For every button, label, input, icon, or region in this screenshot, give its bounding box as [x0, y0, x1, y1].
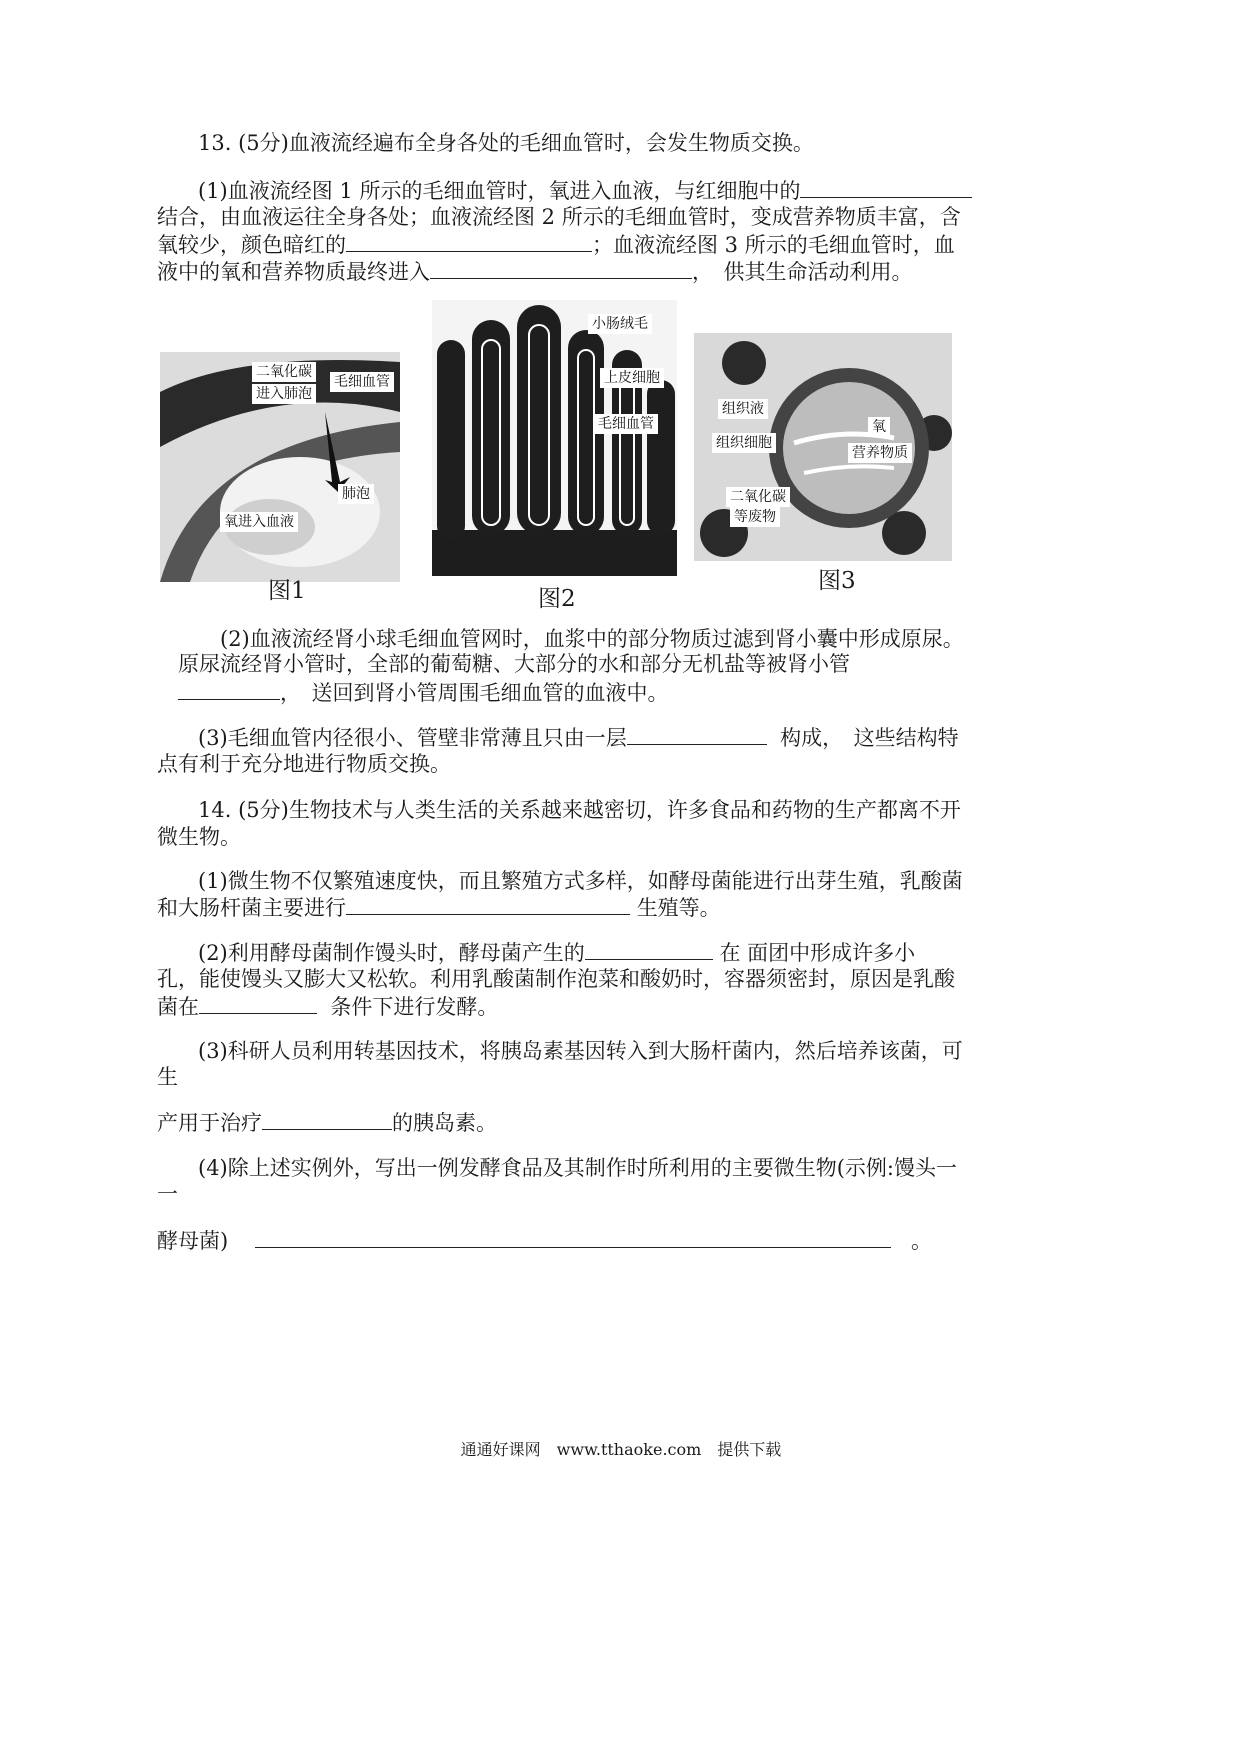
fig3-label-fluid: 组织液 [718, 399, 768, 419]
q14-p4-line3 [157, 1227, 932, 1254]
figure-3-caption: 图3 [818, 568, 856, 594]
q13-p3-line2: 点有利于充分地进行物质交换。 [157, 752, 451, 776]
q14-p1-text: 生殖等。 [636, 896, 721, 920]
q14-p2-text: 在 面团中形成许多小 [719, 941, 916, 965]
q13-p1-line1 [198, 177, 972, 204]
fig3-label-oxygen: 氧 [868, 417, 890, 437]
fig1-label-alveolus: 肺泡 [338, 484, 374, 504]
answer-blank-hemoglobin[interactable] [800, 177, 972, 198]
q13-p1-text: (1)血液流经图 1 所示的毛细血管时，氧进入血液，与红细胞中的 [198, 179, 801, 203]
q14-p1-line1: (1)微生物不仅繁殖速度快，而且繁殖方式多样，如酵母菌能进行出芽生殖，乳酸菌 [198, 869, 963, 893]
q14-p3-line3 [157, 1109, 497, 1136]
q14-p2-line2: 孔，能使馒头又膨大又松软。利用乳酸菌制作泡菜和酸奶时，容器须密封，原因是乳酸 [157, 967, 955, 991]
answer-blank-anaerobic[interactable] [199, 993, 317, 1014]
q14-p2-line1 [198, 939, 915, 966]
q14-p4-line2: 一 [157, 1182, 178, 1206]
q14-p2-line3 [157, 993, 498, 1020]
q13-p1-text: ；血液流经图 3 所示的毛细血管时，血 [592, 233, 955, 257]
villi-drawing [432, 300, 677, 576]
q14-p1-line2 [157, 894, 721, 921]
fig3-label-co2: 二氧化碳 [726, 487, 790, 507]
fig3-label-nutrients: 营养物质 [848, 443, 912, 463]
answer-blank-fermented-food[interactable] [255, 1227, 891, 1248]
q13-p3-line1 [198, 724, 959, 751]
q14-p4-text: 。 [910, 1229, 932, 1253]
q13-p1-line4 [157, 258, 913, 285]
q13-p1-text: 氧较少，颜色暗红的 [157, 233, 346, 257]
q14-p2-text: 条件下进行发酵。 [330, 995, 499, 1019]
q13-p3-text: (3)毛细血管内径很小、管壁非常薄且只由一层 [198, 726, 627, 750]
q13-p2-line2: 原尿流经肾小管时，全部的葡萄糖、大部分的水和部分无机盐等被肾小管 [178, 652, 850, 676]
q14-p3-text: 产用于治疗 [157, 1111, 262, 1135]
q13-p2-line3 [178, 679, 669, 706]
q14-p2-text: 菌在 [157, 995, 199, 1019]
answer-blank-tissue-cells[interactable] [430, 258, 692, 279]
figure-2-villi [432, 300, 677, 576]
figure-1-alveolus [160, 352, 400, 582]
q13-header: 13. (5分)血液流经遍布全身各处的毛细血管时，会发生物质交换。 [198, 131, 814, 155]
q13-p1-text: ， 供其生命活动利用。 [692, 260, 913, 284]
q13-p1-line3 [157, 231, 955, 258]
q13-p2-line1: (2)血液流经肾小球毛细血管网时，血浆中的部分物质过滤到肾小囊中形成原尿。 [220, 627, 964, 651]
q14-p1-text: 和大肠杆菌主要进行 [157, 896, 346, 920]
q14-header-line1: 14. (5分)生物技术与人类生活的关系越来越密切，许多食品和药物的生产都离不开 [198, 798, 961, 822]
q14-p3-text: 的胰岛素。 [392, 1111, 497, 1135]
fig1-label-co2: 二氧化碳 [252, 362, 316, 382]
fig1-label-co2-enter: 进入肺泡 [252, 384, 316, 404]
q13-p3-text: 构成， 这些结构特 [780, 726, 959, 750]
answer-blank-epithelial[interactable] [627, 724, 767, 745]
q14-p2-text: (2)利用酵母菌制作馒头时，酵母菌产生的 [198, 941, 585, 965]
fig3-label-cell: 组织细胞 [712, 433, 776, 453]
q14-p4-line1: (4)除上述实例外，写出一例发酵食品及其制作时所利用的主要微生物(示例:馒头一 [198, 1156, 958, 1180]
q13-p2-text: ， 送回到肾小管周围毛细血管的血液中。 [280, 681, 669, 705]
fig2-label-capillary: 毛细血管 [594, 414, 658, 434]
fig1-label-oxygen: 氧进入血液 [220, 512, 298, 532]
q14-p3-line2: 生 [157, 1065, 178, 1089]
answer-blank-fission[interactable] [346, 894, 630, 915]
answer-blank-co2[interactable] [585, 939, 713, 960]
q14-p4-text: 酵母菌) [157, 1229, 229, 1253]
figure-3-tissue [694, 333, 952, 561]
fig3-label-waste: 等废物 [730, 507, 780, 527]
q13-p1-line2: 结合，由血液运往全身各处；血液流经图 2 所示的毛细血管时，变成营养物质丰富，含 [157, 205, 961, 229]
fig2-label-epithelial: 上皮细胞 [600, 368, 664, 388]
figure-1-caption: 图1 [268, 578, 306, 604]
q13-p1-text: 液中的氧和营养物质最终进入 [157, 260, 430, 284]
answer-blank-diabetes[interactable] [262, 1109, 392, 1130]
fig1-label-capillary: 毛细血管 [330, 372, 394, 392]
answer-blank-reabsorb[interactable] [178, 679, 280, 700]
fig2-label-villus: 小肠绒毛 [588, 314, 652, 334]
figure-2-caption: 图2 [538, 586, 576, 612]
q14-p3-line1: (3)科研人员利用转基因技术，将胰岛素基因转入到大肠杆菌内，然后培养该菌，可 [198, 1039, 963, 1063]
page-footer: 通通好课网 www.tthaoke.com 提供下载 [460, 1440, 782, 1459]
q14-header-line2: 微生物。 [157, 825, 241, 849]
answer-blank-venous-blood[interactable] [346, 231, 592, 252]
